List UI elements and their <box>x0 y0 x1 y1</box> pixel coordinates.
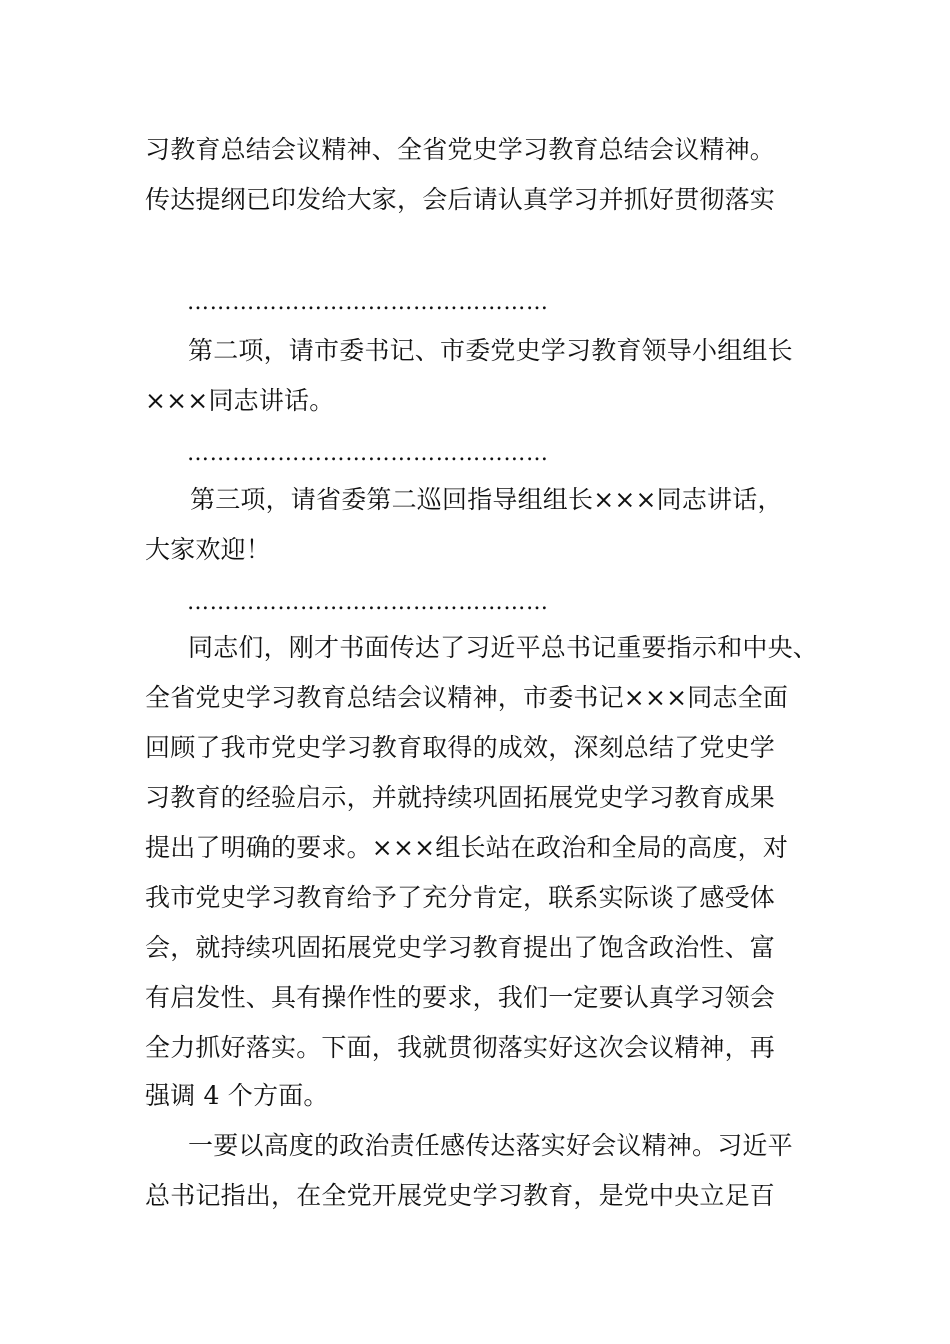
ellipsis-separator: ………………………………………… <box>187 590 549 615</box>
text-line: 有启发性、具有操作性的要求，我们一定要认真学习领会 <box>145 983 776 1012</box>
paragraph-first-line: 同志们，刚才书面传达了习近平总书记重要指示和中央、 <box>188 633 819 662</box>
text-line: 会，就持续巩固拓展党史学习教育提出了饱含政治性、富 <box>145 933 776 962</box>
text-line: 传达提纲已印发给大家，会后请认真学习并抓好贯彻落实 <box>145 185 776 214</box>
ellipsis-separator: ………………………………………… <box>187 441 549 466</box>
text-line: 全力抓好落实。下面，我就贯彻落实好这次会议精神，再 <box>145 1033 776 1062</box>
paragraph-first-line: 第三项，请省委第二巡回指导组组长×××同志讲话， <box>190 485 783 514</box>
text-line: 全省党史学习教育总结会议精神，市委书记×××同志全面 <box>145 683 789 712</box>
text-line: 习教育总结会议精神、全省党史学习教育总结会议精神。 <box>145 135 776 164</box>
text-line: 强调 4 个方面。 <box>145 1081 329 1110</box>
paragraph-first-line: 一要以高度的政治责任感传达落实好会议精神。习近平 <box>188 1131 793 1160</box>
text-line: 大家欢迎！ <box>145 535 272 564</box>
text-line: 总书记指出，在全党开展党史学习教育，是党中央立足百 <box>145 1181 776 1210</box>
paragraph-first-line: 第二项，请市委书记、市委党史学习教育领导小组组长 <box>188 336 793 365</box>
text-line: 回顾了我市党史学习教育取得的成效，深刻总结了党史学 <box>145 733 776 762</box>
text-line: 提出了明确的要求。×××组长站在政治和全局的高度，对 <box>145 833 789 862</box>
text-line: 习教育的经验启示，并就持续巩固拓展党史学习教育成果 <box>145 783 776 812</box>
text-line: 我市党史学习教育给予了充分肯定，联系实际谈了感受体 <box>145 883 776 912</box>
ellipsis-separator: ………………………………………… <box>187 290 549 315</box>
text-line: ×××同志讲话。 <box>145 386 335 415</box>
